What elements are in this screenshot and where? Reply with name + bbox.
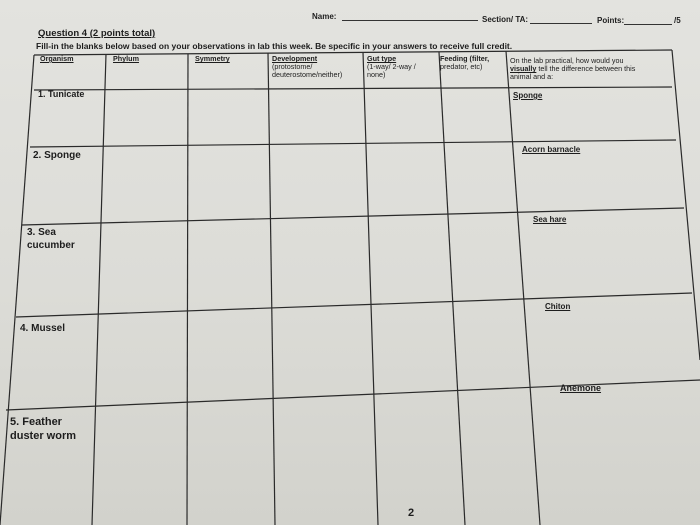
- row-label-mussel: 4. Mussel: [20, 323, 66, 334]
- name-label: Name:: [312, 12, 337, 21]
- column-header-symmetry: Symmetry: [195, 54, 230, 63]
- col-rule-right: [672, 50, 700, 360]
- col-rule-left: [0, 55, 34, 525]
- row-rule-2: [22, 208, 684, 225]
- row-label-tunicate: 1. Tunicate: [38, 89, 85, 99]
- col-rule-4: [363, 52, 378, 525]
- page-number: 2: [408, 507, 415, 519]
- row-label-sponge: 2. Sponge: [33, 150, 81, 161]
- row-label-sea-cucumber: 3. Sea cucumber: [27, 227, 75, 251]
- col-rule-1: [92, 54, 106, 525]
- col-rule-2: [187, 54, 188, 525]
- compare-animal-anemone: Anemone: [560, 383, 602, 393]
- question-instructions: Fill-in the blanks below based on your observations in lab this week. Be specific in your answers to receive full credit.: [36, 41, 513, 51]
- question-title: Question 4 (2 points total): [38, 28, 156, 39]
- column-header-practical: On the lab practical, how would you visually tell the difference between this animal and a:: [510, 56, 636, 82]
- compare-animal-acorn-barnacle: Acorn barnacle: [522, 145, 581, 154]
- points-label: Points:: [597, 16, 625, 25]
- compare-animal-chiton: Chiton: [545, 302, 571, 311]
- compare-animal-sea-hare: Sea hare: [533, 215, 567, 224]
- col-rule-5: [439, 52, 465, 525]
- column-header-development: Development (protostome/ deuterostome/neither): [272, 54, 343, 80]
- column-header-feeding: Feeding (filter, predator, etc): [440, 54, 490, 72]
- points-total: /5: [674, 16, 681, 25]
- column-header-gut-type: Gut type (1-way/ 2-way / none): [367, 54, 416, 80]
- row-rule-3: [16, 293, 692, 317]
- column-header-phylum: Phylum: [113, 54, 139, 63]
- col-rule-3: [268, 53, 275, 525]
- row-label-feather-duster-worm: 5. Feather duster worm: [10, 416, 77, 442]
- column-header-organism: Organism: [40, 54, 74, 63]
- compare-animal-sponge: Sponge: [513, 91, 543, 100]
- col-rule-6: [506, 51, 543, 525]
- section-ta-label: Section/ TA:: [482, 15, 529, 24]
- table-header-rule: [34, 87, 672, 90]
